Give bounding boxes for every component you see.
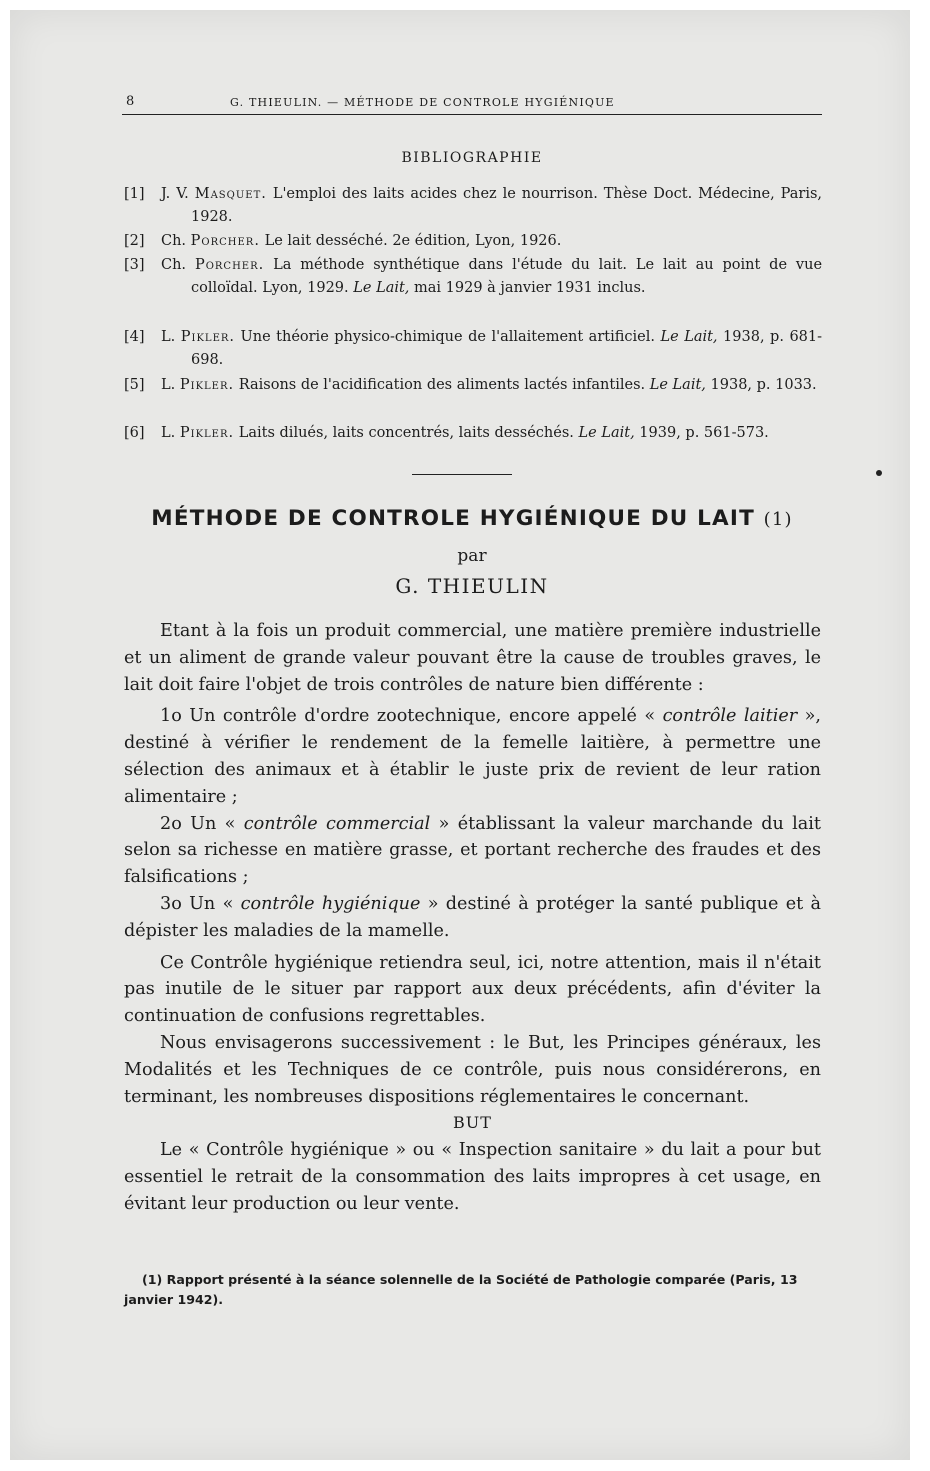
page-number: 8 xyxy=(126,94,136,109)
running-header xyxy=(122,92,822,115)
entry-author: Masquet. xyxy=(194,186,267,202)
bibliography-entry xyxy=(124,183,822,229)
entry-label: [5] xyxy=(124,377,145,393)
byline-par: par xyxy=(457,546,487,566)
margin-mark xyxy=(876,470,882,476)
entry-author: Pikler. xyxy=(179,377,235,393)
entry-author: Porcher. xyxy=(194,257,265,273)
article-author: G. THIEULIN xyxy=(395,574,549,598)
paragraph: 3o Un « contrôle hygiénique » destiné à protéger la santé publique et à dépister les maladies de la mamelle. xyxy=(124,893,821,941)
bibliography-entry xyxy=(124,326,822,372)
entry-journal: Le Lait, xyxy=(578,425,635,441)
paragraph: Le « Contrôle hygiénique » ou « Inspection sanitaire » du lait a pour but essentiel le retrait de la consommation des laits impropres à cet usage, en évitant leur production ou leur vente. xyxy=(124,1140,821,1214)
entry-label: [3] xyxy=(124,257,145,273)
bibliography-entry xyxy=(124,254,822,300)
entry-text: Ch. Porcher. Le lait desséché. 2e édition, Lyon, 1926. xyxy=(161,233,562,249)
paragraph: Ce Contrôle hygiénique retiendra seul, ici, notre attention, mais il n'était pas inutile de le situer par rapport aux deux précédents, afin d'éviter la continuation de confusions regrettables. xyxy=(124,952,821,1027)
section-separator xyxy=(412,474,512,475)
entry-author: Pikler. xyxy=(180,329,236,345)
article-title: MÉTHODE DE CONTROLE HYGIÉNIQUE DU LAIT (1) xyxy=(151,506,793,531)
entry-author: Porcher. xyxy=(190,233,260,249)
paragraph: Etant à la fois un produit commercial, une matière première industrielle et un aliment de grande valeur pouvant être la cause de troubles graves, le lait doit faire l'objet de trois contrôles de nature bien différente : xyxy=(124,621,821,695)
title-footnote-ref: (1) xyxy=(763,509,793,530)
entry-journal: Le Lait, xyxy=(353,280,410,296)
bibliography-entry xyxy=(124,230,822,253)
entry-text: L. Pikler. Laits dilués, laits concentrés, laits desséchés. Le Lait, 1939, p. 561-573. xyxy=(161,425,769,441)
paragraph: 2o Un « contrôle commercial » établissant la valeur marchande du lait selon sa richesse en matière grasse, et portant recherche des fraudes et des falsifications ; xyxy=(124,813,821,888)
bibliography-title: BIBLIOGRAPHIE xyxy=(401,150,543,166)
bibliography-entry xyxy=(124,374,822,397)
article-body xyxy=(124,618,821,1218)
footnote-text: (1) Rapport présenté à la séance solennelle de la Société de Pathologie comparée (Paris, 13 janvier 1942). xyxy=(124,1272,798,1307)
entry-text: L. Pikler. Raisons de l'acidification des aliments lactés infantiles. Le Lait, 1938, p. 1033. xyxy=(161,377,817,393)
paragraph: Nous envisagerons successivement : le But, les Principes généraux, les Modalités et les Techniques de ce contrôle, puis nous considérerons, en terminant, les nombreuses dispositions réglementaires le concernant. xyxy=(124,1032,821,1107)
footnote xyxy=(124,1270,821,1310)
entry-journal: Le Lait, xyxy=(660,329,718,345)
running-title: G. THIEULIN. — MÉTHODE DE CONTROLE HYGIÉNIQUE xyxy=(230,96,615,109)
entry-label: [2] xyxy=(124,233,145,249)
entry-label: [6] xyxy=(124,425,145,441)
section-heading: BUT xyxy=(453,1113,492,1133)
entry-text: L. Pikler. Une théorie physico-chimique de l'allaitement artificiel. Le Lait, 1938, p. 681-698. xyxy=(161,329,823,368)
entry-text: Ch. Porcher. La méthode synthétique dans l'étude du lait. Le lait au point de vue colloïdal. Lyon, 1929. Le Lait, mai 1929 à janvier 1931 inclus. xyxy=(161,257,823,296)
entry-author: Pikler. xyxy=(179,425,235,441)
entry-journal: Le Lait, xyxy=(649,377,706,393)
entry-label: [4] xyxy=(124,329,145,345)
entry-label: [1] xyxy=(124,186,145,202)
bibliography-entry xyxy=(124,422,822,445)
entry-text: J. V. Masquet. L'emploi des laits acides chez le nourrison. Thèse Doct. Médecine, Paris, 1928. xyxy=(161,186,823,225)
paragraph: 1o Un contrôle d'ordre zootechnique, encore appelé « contrôle laitier », destiné à vérifier le rendement de la femelle laitière, à permettre une sélection des animaux et à établir le juste prix de revient de leur ration alimentaire ; xyxy=(124,706,821,807)
